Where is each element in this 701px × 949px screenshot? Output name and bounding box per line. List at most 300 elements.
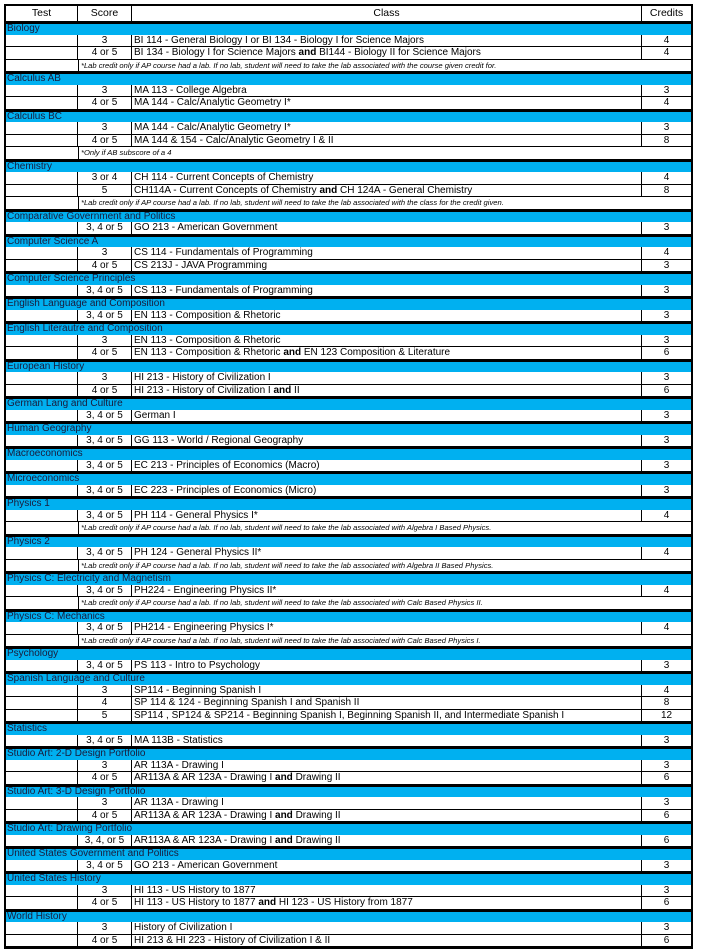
test-cell-empty bbox=[6, 710, 78, 722]
credits-cell: 3 bbox=[663, 734, 670, 746]
credits-cell: 6 bbox=[663, 834, 670, 846]
credits-cell: 4 bbox=[663, 509, 670, 521]
test-name: Calculus AB bbox=[7, 73, 61, 84]
class-cell bbox=[132, 835, 642, 847]
class-cell bbox=[132, 485, 642, 497]
group-header-row bbox=[6, 472, 691, 485]
group-header-row bbox=[6, 747, 691, 760]
table-row bbox=[6, 460, 691, 473]
class-cell bbox=[132, 797, 642, 809]
group-header-row bbox=[6, 672, 691, 685]
column-header-score: Score bbox=[78, 6, 132, 21]
table-row bbox=[6, 185, 691, 198]
class-cell bbox=[132, 772, 642, 784]
score-cell: 3 bbox=[78, 247, 132, 259]
test-cell-empty bbox=[6, 35, 78, 47]
class-cell bbox=[132, 410, 642, 422]
credits-cell: 3 bbox=[663, 759, 670, 771]
test-name: Calculus BC bbox=[7, 110, 63, 122]
test-name: Physics C: Electricity and Magnetism bbox=[7, 573, 171, 584]
class-text: HI 123 - US History from 1877 bbox=[276, 897, 413, 908]
score-cell: 3 bbox=[78, 372, 132, 384]
test-name: European History bbox=[7, 360, 85, 372]
class-cell bbox=[132, 435, 642, 447]
test-cell-empty bbox=[6, 935, 78, 947]
table-row bbox=[6, 247, 691, 260]
class-text: AR113A & AR 123A - Drawing I bbox=[134, 834, 276, 846]
class-text: PH214 - Engineering Physics I* bbox=[134, 622, 274, 633]
score-cell: 3, 4 or 5 bbox=[78, 860, 132, 872]
test-cell-empty bbox=[6, 197, 78, 209]
class-text: PH 114 - General Physics I* bbox=[134, 509, 258, 521]
score-cell: 3 bbox=[78, 122, 132, 134]
score-cell: 3 bbox=[78, 85, 132, 97]
group-header-row bbox=[6, 497, 691, 510]
test-cell-empty bbox=[6, 222, 78, 234]
class-text: MA 144 - Calc/Analytic Geometry I* bbox=[134, 97, 291, 108]
score-cell: 5 bbox=[78, 710, 132, 722]
class-text: MA 113 - College Algebra bbox=[134, 84, 247, 96]
note-row bbox=[6, 560, 691, 573]
class-cell bbox=[132, 547, 642, 559]
score-cell: 3 or 4 bbox=[78, 172, 132, 184]
test-cell-empty bbox=[6, 97, 78, 109]
test-name: Physics C: Mechanics bbox=[7, 610, 105, 622]
class-text-bold: and bbox=[275, 772, 293, 783]
credits-cell: 3 bbox=[663, 222, 670, 233]
test-cell-empty bbox=[6, 810, 78, 822]
class-text: CH114A - Current Concepts of Chemistry bbox=[134, 184, 320, 196]
score-cell: 3, 4 or 5 bbox=[78, 622, 132, 634]
test-cell-empty bbox=[6, 185, 78, 197]
test-name: Studio Art: 3-D Design Portfolio bbox=[7, 785, 146, 797]
class-cell bbox=[132, 885, 642, 897]
credits-cell: 6 bbox=[663, 897, 670, 908]
test-cell-empty bbox=[6, 697, 78, 709]
credits-cell: 8 bbox=[663, 184, 670, 196]
class-cell bbox=[132, 285, 642, 297]
table-row bbox=[6, 485, 691, 498]
credits-cell: 6 bbox=[663, 384, 670, 396]
score-cell: 4 or 5 bbox=[78, 897, 132, 909]
credits-cell: 4 bbox=[663, 684, 670, 696]
test-cell-empty bbox=[6, 760, 78, 772]
class-text: EC 213 - Principles of Economics (Macro) bbox=[134, 459, 320, 471]
test-name: English Literautre and Composition bbox=[7, 323, 163, 334]
test-name: Physics 2 bbox=[7, 535, 50, 547]
class-text: EN 123 Composition & Literature bbox=[301, 347, 451, 358]
class-text: EN 113 - Composition & Rhetoric bbox=[134, 309, 281, 321]
note-text: *Lab credit only if AP course had a lab. If no lab, student will need to take the lab associated with Algebra II Based Physics. bbox=[78, 560, 691, 572]
class-text: II bbox=[291, 384, 300, 396]
class-cell bbox=[132, 97, 642, 109]
credits-cell: 4 bbox=[663, 34, 670, 46]
test-cell-empty bbox=[6, 660, 78, 672]
class-text: Drawing II bbox=[292, 772, 341, 783]
class-text: AR113A & AR 123A - Drawing I bbox=[134, 809, 276, 821]
credits-cell: 6 bbox=[663, 772, 670, 783]
credits-cell: 3 bbox=[663, 659, 670, 671]
credits-cell: 3 bbox=[663, 434, 670, 446]
class-text: Drawing II bbox=[292, 809, 341, 821]
test-cell-empty bbox=[6, 135, 78, 147]
credits-cell: 3 bbox=[663, 884, 670, 896]
score-cell: 3 bbox=[78, 335, 132, 347]
test-cell-empty bbox=[6, 585, 78, 597]
class-cell bbox=[132, 660, 642, 672]
table-row bbox=[6, 710, 691, 723]
class-text: History of Civilization I bbox=[134, 922, 233, 933]
score-cell: 4 or 5 bbox=[78, 385, 132, 397]
group-header-row bbox=[6, 422, 691, 435]
note-row bbox=[6, 197, 691, 210]
class-text-bold: and bbox=[319, 184, 338, 196]
test-cell-empty bbox=[6, 347, 78, 359]
column-header-credits: Credits bbox=[649, 7, 684, 19]
class-text: SP 114 & 124 - Beginning Spanish I and Spanish II bbox=[134, 697, 360, 708]
credits-cell: 4 bbox=[663, 97, 670, 108]
score-cell: 4 bbox=[78, 697, 132, 709]
score-cell: 4 or 5 bbox=[78, 347, 132, 359]
table-row bbox=[6, 410, 691, 423]
score-cell: 3, 4 or 5 bbox=[78, 585, 132, 597]
class-cell bbox=[132, 622, 642, 634]
credits-cell: 4 bbox=[663, 47, 670, 58]
group-header-row bbox=[6, 847, 691, 860]
test-cell-empty bbox=[6, 772, 78, 784]
class-cell bbox=[132, 135, 642, 147]
table-row bbox=[6, 122, 691, 135]
class-text-bold: and bbox=[275, 834, 293, 846]
group-header-row bbox=[6, 160, 691, 173]
credits-cell: 4 bbox=[663, 584, 670, 596]
class-text: MA 113B - Statistics bbox=[134, 734, 223, 746]
class-text-bold: and bbox=[258, 897, 277, 908]
class-text-bold: and bbox=[275, 809, 293, 821]
test-cell-empty bbox=[6, 285, 78, 297]
class-text: CH 114 - Current Concepts of Chemistry bbox=[134, 172, 314, 183]
class-text-bold: and bbox=[298, 47, 317, 58]
test-cell-empty bbox=[6, 372, 78, 384]
test-cell-empty bbox=[6, 247, 78, 259]
test-cell-empty bbox=[6, 597, 78, 609]
score-cell: 3, 4 or 5 bbox=[78, 735, 132, 747]
class-cell bbox=[132, 685, 642, 697]
score-cell: 3, 4 or 5 bbox=[78, 660, 132, 672]
test-name: Macroeconomics bbox=[7, 448, 83, 459]
class-text: BI 114 - General Biology I or BI 134 - Biology I for Science Majors bbox=[134, 34, 424, 46]
credits-cell: 3 bbox=[663, 284, 670, 296]
table-row bbox=[6, 685, 691, 698]
class-cell bbox=[132, 735, 642, 747]
credits-cell: 3 bbox=[663, 922, 670, 933]
class-cell bbox=[132, 310, 642, 322]
table-row bbox=[6, 222, 691, 235]
credits-cell: 4 bbox=[663, 172, 670, 183]
score-cell: 4 or 5 bbox=[78, 772, 132, 784]
class-text-bold: and bbox=[273, 384, 292, 396]
credits-cell: 6 bbox=[663, 809, 670, 821]
group-header-row bbox=[6, 647, 691, 660]
note-row bbox=[6, 60, 691, 73]
test-cell-empty bbox=[6, 835, 78, 847]
group-header-row bbox=[6, 397, 691, 410]
table-body bbox=[6, 22, 691, 947]
test-name: Statistics bbox=[7, 723, 48, 734]
credits-cell: 3 bbox=[663, 797, 670, 808]
test-name: World History bbox=[7, 910, 67, 922]
table-row bbox=[6, 35, 691, 48]
score-cell: 3, 4 or 5 bbox=[78, 222, 132, 234]
score-cell: 4 or 5 bbox=[78, 810, 132, 822]
test-cell-empty bbox=[6, 172, 78, 184]
class-text: BI144 - Biology II for Science Majors bbox=[316, 47, 481, 58]
test-cell-empty bbox=[6, 122, 78, 134]
group-header-row bbox=[6, 360, 691, 373]
score-cell: 3, 4 or 5 bbox=[78, 460, 132, 472]
credits-cell: 3 bbox=[663, 484, 670, 496]
class-cell bbox=[132, 897, 642, 909]
credits-cell: 3 bbox=[663, 122, 670, 133]
test-cell-empty bbox=[6, 335, 78, 347]
class-cell bbox=[132, 247, 642, 259]
table-row bbox=[6, 897, 691, 910]
table-row bbox=[6, 760, 691, 773]
test-name: Human Geography bbox=[7, 423, 92, 434]
table-row bbox=[6, 922, 691, 935]
class-text: HI 213 - History of Civilization I bbox=[134, 384, 274, 396]
class-cell bbox=[132, 347, 642, 359]
score-cell: 3 bbox=[78, 760, 132, 772]
credits-cell: 3 bbox=[663, 409, 670, 421]
table-row bbox=[6, 547, 691, 560]
test-name: English Language and Composition bbox=[7, 298, 165, 309]
group-header-row bbox=[6, 447, 691, 460]
class-text: CS 114 - Fundamentals of Programming bbox=[134, 247, 313, 258]
test-name: Spanish Language and Culture bbox=[7, 673, 145, 684]
table-row bbox=[6, 135, 691, 148]
note-text: *Lab credit only if AP course had a lab. If no lab, student will need to take the lab associated with the class for the credit given. bbox=[78, 197, 691, 209]
test-cell-empty bbox=[6, 147, 78, 159]
table-row bbox=[6, 310, 691, 323]
group-header-row bbox=[6, 610, 691, 623]
credits-cell: 8 bbox=[663, 697, 670, 708]
class-cell bbox=[132, 35, 642, 47]
credits-cell: 3 bbox=[663, 459, 670, 471]
credits-cell: 3 bbox=[663, 372, 670, 383]
table-header-row bbox=[6, 6, 691, 22]
score-cell: 3 bbox=[78, 922, 132, 934]
table-row bbox=[6, 285, 691, 298]
group-header-row bbox=[6, 272, 691, 285]
test-cell-empty bbox=[6, 560, 78, 572]
class-cell bbox=[132, 810, 642, 822]
test-cell-empty bbox=[6, 522, 78, 534]
score-cell: 4 or 5 bbox=[78, 47, 132, 59]
test-cell-empty bbox=[6, 310, 78, 322]
class-cell bbox=[132, 372, 642, 384]
note-text: *Lab credit only if AP course had a lab. If no lab, student will need to take the lab associated with Calc Based Physics II. bbox=[78, 597, 691, 609]
group-header-row bbox=[6, 22, 691, 35]
test-name: Chemistry bbox=[7, 160, 53, 172]
class-text: GO 213 - American Government bbox=[134, 222, 278, 233]
class-text: EN 113 - Composition & Rhetoric bbox=[134, 334, 281, 346]
group-header-row bbox=[6, 822, 691, 835]
note-text: *Lab credit only if AP course had a lab. If no lab, student will need to take the lab associated with Algebra I Based Physics. bbox=[78, 522, 691, 534]
class-text: AR 113A - Drawing I bbox=[134, 759, 224, 771]
class-text: PH224 - Engineering Physics II* bbox=[134, 584, 277, 596]
class-cell bbox=[132, 122, 642, 134]
class-text: MA 144 & 154 - Calc/Analytic Geometry I & II bbox=[134, 134, 334, 146]
test-name: United States Government and Politics bbox=[7, 848, 179, 859]
table-row bbox=[6, 510, 691, 523]
score-cell: 4 or 5 bbox=[78, 260, 132, 272]
class-text: HI 113 - US History to 1877 bbox=[134, 884, 256, 896]
table-row bbox=[6, 372, 691, 385]
column-header-test: Test bbox=[6, 6, 78, 21]
test-cell-empty bbox=[6, 735, 78, 747]
test-cell-empty bbox=[6, 885, 78, 897]
group-header-row bbox=[6, 110, 691, 123]
note-text: *Lab credit only if AP course had a lab. If no lab, student will need to take the lab associated with the course given credit for. bbox=[78, 60, 691, 72]
class-cell bbox=[132, 697, 642, 709]
table-row bbox=[6, 172, 691, 185]
table-row bbox=[6, 585, 691, 598]
score-cell: 3 bbox=[78, 885, 132, 897]
class-text: CS 113 - Fundamentals of Programming bbox=[134, 284, 313, 296]
table-row bbox=[6, 97, 691, 110]
credits-cell: 4 bbox=[663, 547, 670, 558]
class-text-bold: and bbox=[283, 347, 302, 358]
score-cell: 3, 4 or 5 bbox=[78, 435, 132, 447]
table-row bbox=[6, 660, 691, 673]
test-name: Studio Art: 2-D Design Portfolio bbox=[7, 748, 146, 759]
class-cell bbox=[132, 222, 642, 234]
score-cell: 5 bbox=[78, 185, 132, 197]
class-cell bbox=[132, 385, 642, 397]
table-row bbox=[6, 622, 691, 635]
note-row bbox=[6, 635, 691, 648]
table-row bbox=[6, 797, 691, 810]
table-row bbox=[6, 335, 691, 348]
class-text: PS 113 - Intro to Psychology bbox=[134, 659, 260, 671]
class-cell bbox=[132, 510, 642, 522]
class-text: MA 144 - Calc/Analytic Geometry I* bbox=[134, 122, 291, 133]
class-cell bbox=[132, 260, 642, 272]
credits-cell: 3 bbox=[663, 859, 670, 871]
group-header-row bbox=[6, 210, 691, 223]
test-name: Microeconomics bbox=[7, 473, 80, 484]
test-cell-empty bbox=[6, 797, 78, 809]
table-row bbox=[6, 47, 691, 60]
class-text: GG 113 - World / Regional Geography bbox=[134, 434, 304, 446]
table-row bbox=[6, 810, 691, 823]
class-text: HI 213 & HI 223 - History of Civilization I & II bbox=[134, 934, 331, 946]
score-cell: 4 or 5 bbox=[78, 935, 132, 947]
ap-credit-table bbox=[4, 4, 693, 949]
class-text: HI 213 - History of Civilization I bbox=[134, 372, 271, 383]
score-cell: 3, 4, or 5 bbox=[78, 835, 132, 847]
score-cell: 3 bbox=[78, 797, 132, 809]
test-cell-empty bbox=[6, 510, 78, 522]
test-cell-empty bbox=[6, 685, 78, 697]
table-row bbox=[6, 697, 691, 710]
class-cell bbox=[132, 460, 642, 472]
class-cell bbox=[132, 185, 642, 197]
class-text: PH 124 - General Physics II* bbox=[134, 547, 262, 558]
test-name: Computer Science Principles bbox=[7, 273, 136, 284]
note-row bbox=[6, 147, 691, 160]
score-cell: 3, 4 or 5 bbox=[78, 485, 132, 497]
table-row bbox=[6, 385, 691, 398]
class-cell bbox=[132, 335, 642, 347]
score-cell: 3 bbox=[78, 35, 132, 47]
credits-cell: 4 bbox=[663, 622, 670, 633]
test-name: Comparative Government and Politics bbox=[7, 210, 176, 222]
test-cell-empty bbox=[6, 485, 78, 497]
class-text: German I bbox=[134, 409, 176, 421]
credits-cell: 12 bbox=[660, 709, 673, 721]
note-row bbox=[6, 522, 691, 535]
test-cell-empty bbox=[6, 260, 78, 272]
group-header-row bbox=[6, 910, 691, 923]
credits-cell: 8 bbox=[663, 134, 670, 146]
test-cell-empty bbox=[6, 897, 78, 909]
test-name: Computer Science A bbox=[7, 235, 99, 247]
class-cell bbox=[132, 85, 642, 97]
table-row bbox=[6, 860, 691, 873]
credits-cell: 3 bbox=[663, 309, 670, 321]
note-row bbox=[6, 597, 691, 610]
test-cell-empty bbox=[6, 860, 78, 872]
score-cell: 3, 4 or 5 bbox=[78, 510, 132, 522]
group-header-row bbox=[6, 322, 691, 335]
class-text: EC 223 - Principles of Economics (Micro) bbox=[134, 484, 317, 496]
test-cell-empty bbox=[6, 410, 78, 422]
class-text: AR113A & AR 123A - Drawing I bbox=[134, 772, 276, 783]
score-cell: 3, 4 or 5 bbox=[78, 410, 132, 422]
class-text: GO 213 - American Government bbox=[134, 859, 278, 871]
class-cell bbox=[132, 585, 642, 597]
test-cell-empty bbox=[6, 547, 78, 559]
score-cell: 4 or 5 bbox=[78, 97, 132, 109]
class-text: BI 134 - Biology I for Science Majors bbox=[134, 47, 299, 58]
test-name: German Lang and Culture bbox=[7, 398, 123, 409]
table-row bbox=[6, 772, 691, 785]
group-header-row bbox=[6, 235, 691, 248]
credits-cell: 6 bbox=[663, 347, 670, 358]
table-row bbox=[6, 835, 691, 848]
score-cell: 3, 4 or 5 bbox=[78, 310, 132, 322]
group-header-row bbox=[6, 785, 691, 798]
test-name: United States History bbox=[7, 873, 101, 884]
class-text: Drawing II bbox=[292, 834, 341, 846]
table-row bbox=[6, 435, 691, 448]
class-cell bbox=[132, 760, 642, 772]
group-header-row bbox=[6, 872, 691, 885]
class-cell bbox=[132, 860, 642, 872]
test-name: Physics 1 bbox=[7, 498, 50, 509]
test-cell-empty bbox=[6, 460, 78, 472]
class-cell bbox=[132, 710, 642, 722]
test-cell-empty bbox=[6, 60, 78, 72]
table-row bbox=[6, 85, 691, 98]
group-header-row bbox=[6, 572, 691, 585]
test-cell-empty bbox=[6, 85, 78, 97]
class-cell bbox=[132, 935, 642, 947]
table-row bbox=[6, 260, 691, 273]
class-text: CS 213J - JAVA Programming bbox=[134, 259, 268, 271]
